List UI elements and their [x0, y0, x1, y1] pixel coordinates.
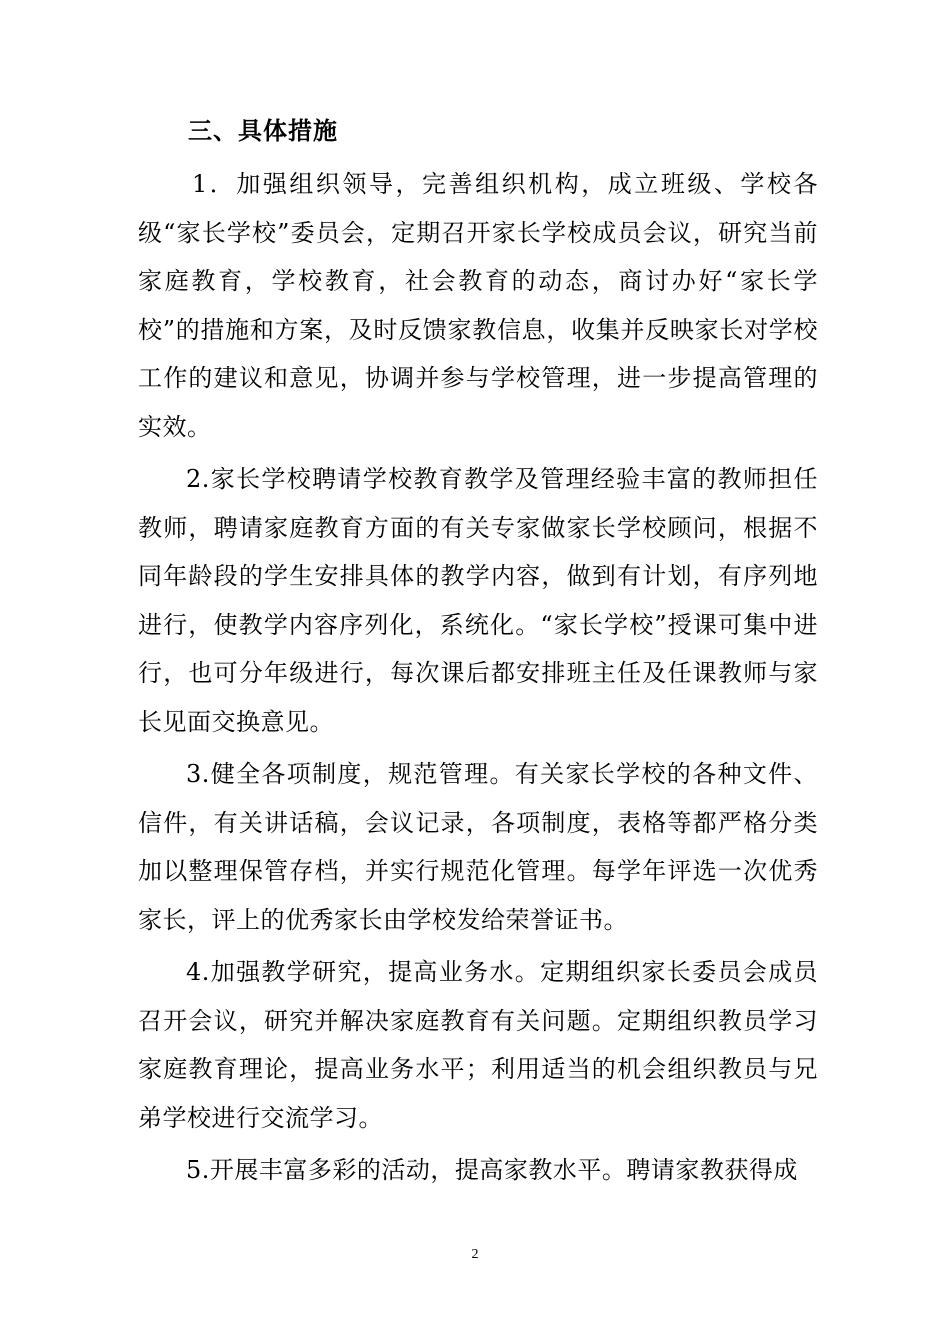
paragraph-2: 2.家长学校聘请学校教育教学及管理经验丰富的教师担任教师，聘请家庭教育方面的有关专家做家长学校顾问，根据不同年龄段的学生安排具体的教学内容，做到有计划，有序列地进行，使教学内容序列化，系统化。“家长学校”授课可集中进行，也可分年级进行，每次课后都安排班主任及任课教师与家长见面交换意见。 [138, 465, 818, 736]
page-number: 2 [471, 1247, 479, 1262]
paragraph-3: 3.健全各项制度，规范管理。有关家长学校的各种文件、信件，有关讲话稿，会议记录，各项制度，表格等都严格分类加以整理保管存档，并实行规范化管理。每学年评选一次优秀家长，评上的优秀家长由学校发给荣誉证书。 [138, 760, 818, 934]
section-heading: 三、具体措施 [188, 117, 338, 145]
paragraph-1: 1．加强组织领导，完善组织机构，成立班级、学校各级“家长学校”委员会，定期召开家长学校成员会议，研究当前家庭教育，学校教育，社会教育的动态，商讨办好“家长学校”的措施和方案，及时反馈家教信息，收集并反映家长对学校工作的建议和意见，协调并参与学校管理，进一步提高管理的实效。 [138, 170, 818, 441]
paragraph-5: 5.开展丰富多彩的活动，提高家教水平。聘请家教获得成 [186, 1156, 798, 1184]
document-page [138, 108, 818, 1199]
paragraph-4: 4.加强教学研究，提高业务水。定期组织家长委员会成员召开会议，研究并解决家庭教育有关问题。定期组织教员学习家庭教育理论，提高业务水平；利用适当的机会组织教员与兄弟学校进行交流学习。 [138, 958, 818, 1132]
